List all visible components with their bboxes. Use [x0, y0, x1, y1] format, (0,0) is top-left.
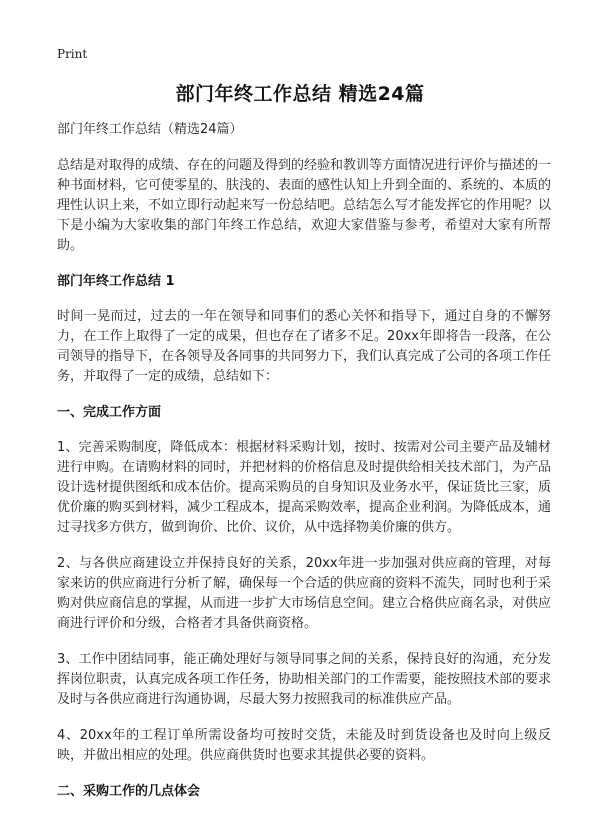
document-body: [57, 120, 551, 817]
section-1-paragraph: 时间一晃而过，过去的一年在领导和同事们的悉心关怀和指导下，通过自身的不懈努力，在工作上取得了一定的成果，但也存在了诸多不足。20xx年即将告一段落，在公司领导的指导下，在各领导及各同事的共同努力下，我们认真完成了公司的各项工作任务，并取得了一定的成绩，总结如下：: [57, 309, 552, 384]
list-item-1: 1、完善采购制度，降低成本：根据材料采购计划，按时、按需对公司主要产品及辅材进行申购。在请购材料的同时，并把材料的价格信息及时提供给相关技术部门，为产品设计选材提供图纸和成本估价。提高采购员的自身知识及业务水平，保证货比三家，质优价廉的购买到材料，减少工程成本，提高采购效率，提高企业利润。为降低成本，通过寻找多方供方，做到询价、比价、议价，从中选择物美价廉的供方。: [57, 440, 552, 535]
list-item-2: 2、与各供应商建设立并保持良好的关系，20xx年进一步加强对供应商的管理，对每家来访的供应商进行分析了解，确保每一个合适的供应商的资料不流失，同时也利于采购对供应商信息的掌握，从而进一步扩大市场信息空间。建立合格供应商名录，对供应商进行评价和分级，合格者才具备供商资格。: [57, 556, 552, 631]
document-subtitle: 部门年终工作总结（精选24篇）: [57, 122, 243, 137]
list-item-3: 3、工作中团结同事，能正确处理好与领导同事之间的关系，保持良好的沟通，充分发挥岗位职责，认真完成各项工作任务，协助相关部门的工作需要，能按照技术部的要求及时与各供应商进行沟通协调，尽最大努力按照我司的标准供应产品。: [57, 652, 552, 707]
section-heading-1: 部门年终工作总结 1: [57, 274, 175, 289]
page-title: 部门年终工作总结 精选24篇: [175, 83, 425, 105]
list-item-4: 4、20xx年的工程订单所需设备均可按时交货，未能及时到货设备也及时向上级反映，并做出相应的处理。供应商供货时也要求其提供必要的资料。: [57, 728, 551, 763]
print-link[interactable]: Print: [57, 47, 88, 61]
heading-completed-work: 一、完成工作方面: [57, 405, 162, 420]
heading-procurement-insights: 二、采购工作的几点体会: [57, 784, 201, 799]
intro-paragraph: 总结是对取得的成绩、存在的问题及得到的经验和教训等方面情况进行评价与描述的一种书面材料，它可使零星的、肤浅的、表面的感性认知上升到全面的、系统的、本质的理性认识上来，不如立即行动起来写一份总结吧。总结怎么写才能发挥它的作用呢？以下是小编为大家收集的部门年终工作总结，欢迎大家借鉴与参考，希望对大家有所帮助。: [57, 158, 552, 253]
